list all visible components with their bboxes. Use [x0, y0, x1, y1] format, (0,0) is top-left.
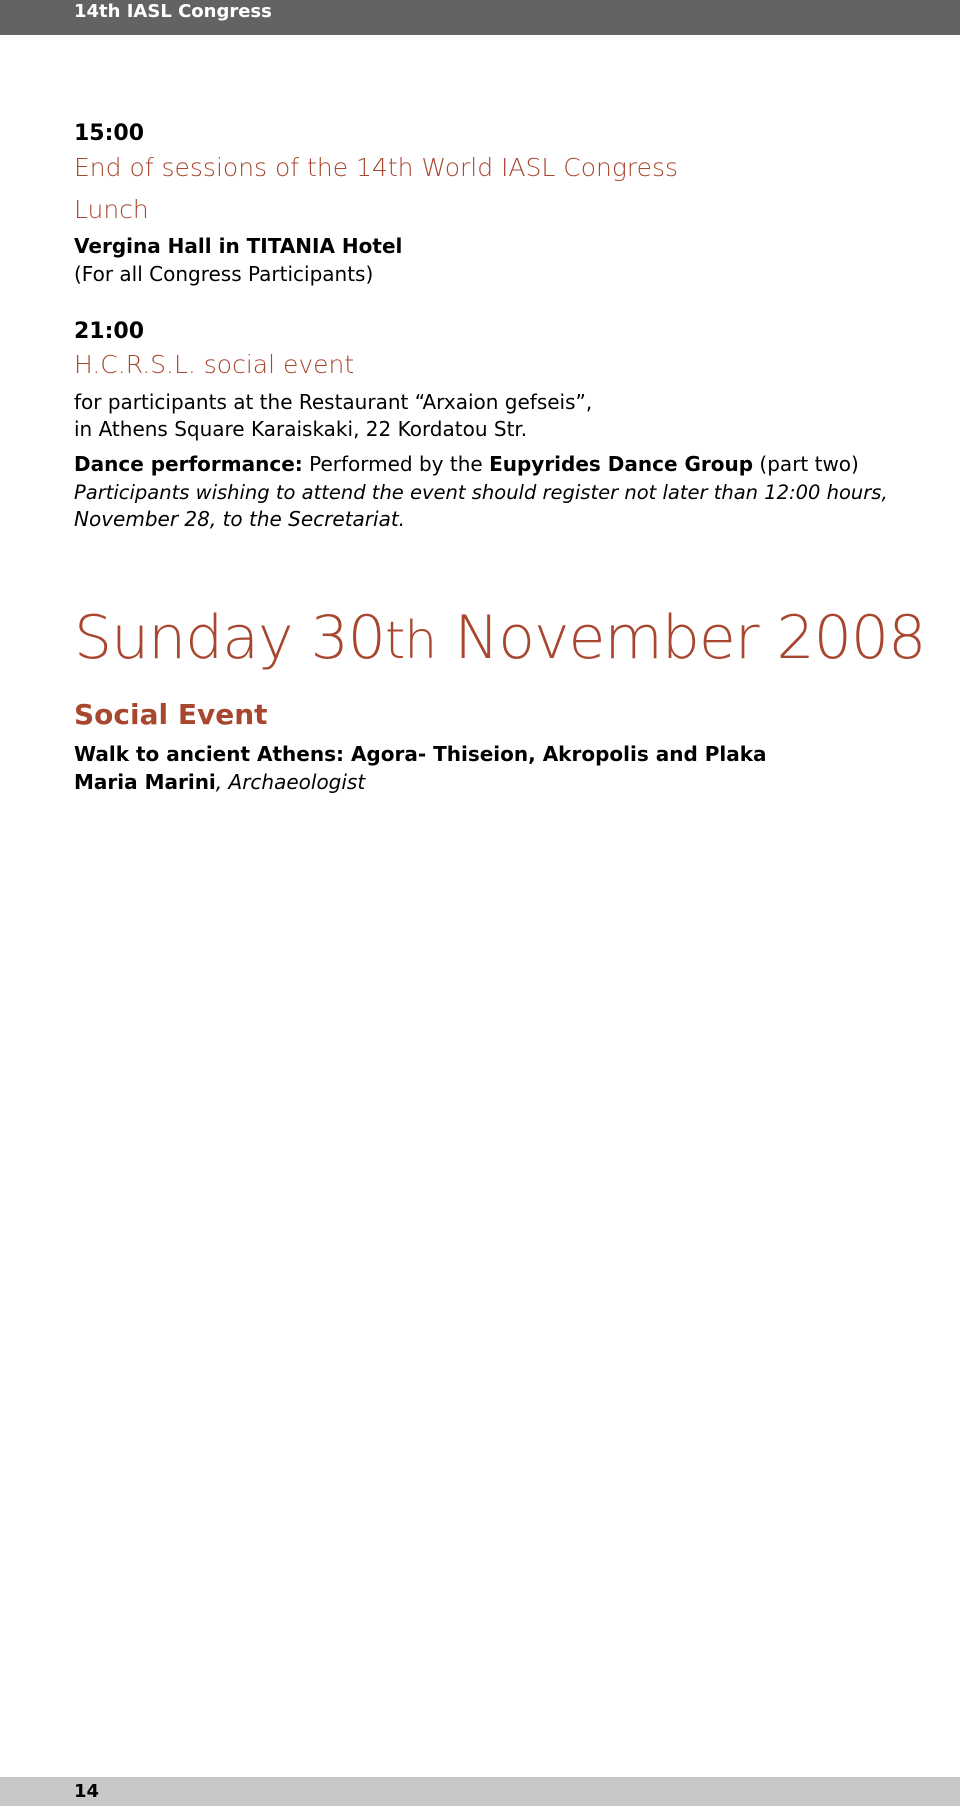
register-line-1: Participants wishing to attend the event should register not later than 12:00 hours,: [74, 481, 888, 504]
footer-bar: [0, 1777, 960, 1806]
dance-label: Dance performance:: [74, 452, 303, 476]
guide-name: Maria Marini: [74, 770, 216, 794]
register-line-2: November 28, to the Secretariat.: [74, 507, 406, 531]
social-event-title: H.C.R.S.L. social event: [74, 350, 355, 379]
dance-text-2: (part two): [753, 452, 859, 476]
dance-text-1: Performed by the: [302, 452, 490, 476]
day-ordinal: th: [384, 611, 437, 671]
lunch-title: Lunch: [74, 195, 149, 224]
lunch-note: (For all Congress Participants): [74, 262, 374, 286]
restaurant-line: for participants at the Restaurant “Arxaion gefseis”,: [74, 390, 593, 414]
header-bar: [0, 0, 960, 35]
day-part-2: November 2008: [436, 603, 926, 673]
dance-group: Eupyrides Dance Group: [489, 452, 754, 476]
address-line: in Athens Square Karaiskaki, 22 Kordatou Str.: [74, 417, 528, 441]
page-number: 14: [74, 1781, 100, 1802]
header-title: 14th IASL Congress: [74, 1, 272, 22]
walk-title: Walk to ancient Athens: Agora- Thiseion, Akropolis and Plaka: [74, 742, 767, 766]
venue-prefix: Vergina Hall in: [74, 234, 247, 258]
social-event-heading: Social Event: [74, 698, 268, 731]
time-2100: 21:00: [74, 319, 145, 344]
day-heading: [74, 602, 925, 677]
venue-hotel: TITANIA Hotel: [246, 234, 403, 258]
time-1500: 15:00: [74, 121, 145, 146]
day-part-1: Sunday 30: [74, 603, 385, 673]
dance-performance: [74, 451, 859, 478]
lunch-venue: [74, 233, 402, 260]
guide-line: [74, 769, 365, 796]
session-end-title: End of sessions of the 14th World IASL Congress: [74, 153, 679, 182]
guide-role: , Archaeologist: [215, 770, 366, 794]
